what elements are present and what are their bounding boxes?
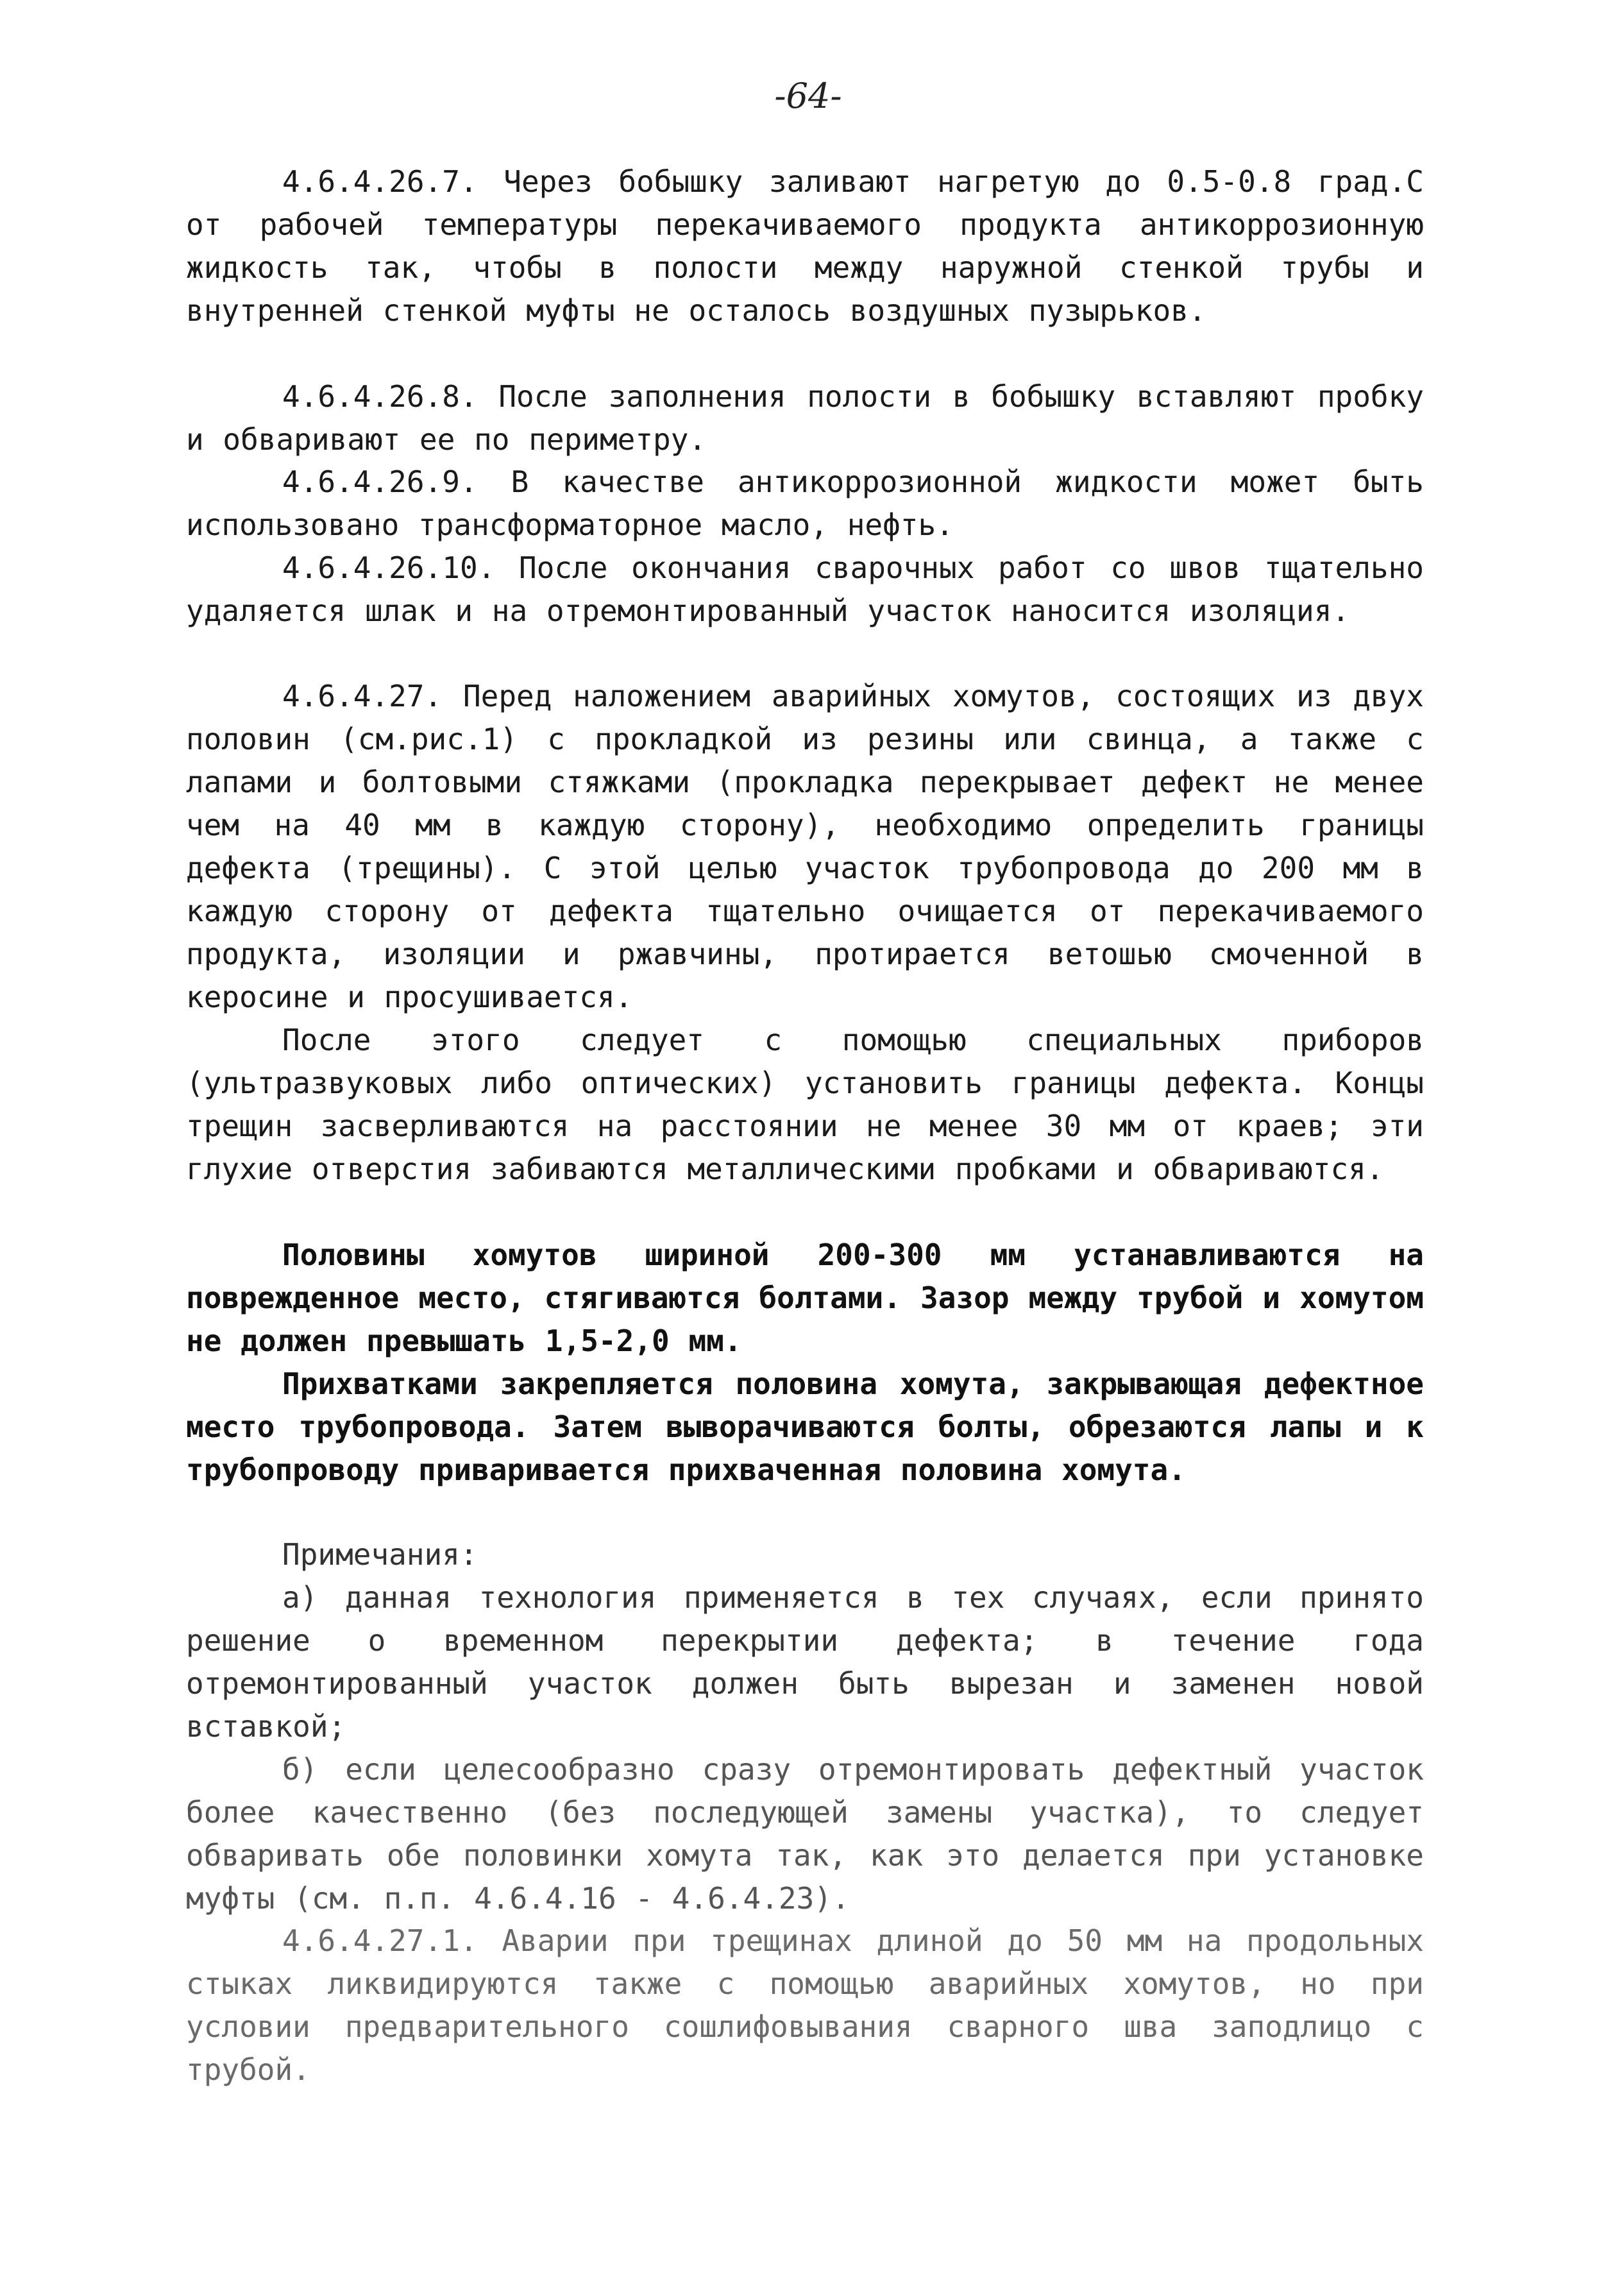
- note-a: а) данная технология применяется в тех случаях, если принято решение о временном перекрытии дефекта; в течение года отремонтированный участок должен быть вырезан и заменен новой вставкой;: [186, 1580, 1424, 1744]
- paragraph-4-6-4-26-8: 4.6.4.26.8. После заполнения полости в бобышку вставляют пробку и обваривают ее по периметру.: [186, 379, 1424, 457]
- paragraph-4-6-4-26-10: 4.6.4.26.10. После окончания сварочных работ со швов тщательно удаляется шлак и на отремонтированный участок наносится изоляция.: [186, 550, 1424, 628]
- paragraph-4-6-4-26-7: 4.6.4.26.7. Через бобышку заливают нагретую до 0.5-0.8 град.С от рабочей температуры перекачиваемого продукта антикоррозионную жидкость так, чтобы в полости между наружной стенкой трубы и внутренней стенкой муфты не осталось воздушных пузырьков.: [186, 164, 1424, 328]
- paragraph-4-6-4-26-9: 4.6.4.26.9. В качестве антикоррозионной жидкости может быть использовано трансформаторное масло, нефть.: [186, 464, 1424, 542]
- note-b: б) если целесообразно сразу отремонтировать дефектный участок более качественно (без последующей замены участка), то следует обваривать обе половинки хомута так, как это делается при установке муфты (см. п.п. 4.6.4.16 - 4.6.4.23).: [186, 1752, 1424, 1916]
- paragraph-after-this: После этого следует с помощью специальных приборов (ультразвуковых либо оптических) установить границы дефекта. Концы трещин засверливаются на расстоянии не менее 30 мм от краев; эти глухие отверстия забиваются металлическими пробками и обвариваются.: [186, 1023, 1424, 1186]
- paragraph-clamp-halves: Половины хомутов шириной 200-300 мм устанавливаются на поврежденное место, стягиваются болтами. Зазор между трубой и хомутом не должен превышать 1,5-2,0 мм.: [186, 1238, 1424, 1358]
- paragraph-4-6-4-27-1: 4.6.4.27.1. Аварии при трещинах длиной до 50 мм на продольных стыках ликвидируются также с помощью аварийных хомутов, но при условии предварительного сошлифовывания сварного шва заподлицо с трубой.: [186, 1923, 1424, 2087]
- page-number: -64-: [774, 76, 842, 116]
- notes-heading: Примечания:: [282, 1537, 478, 1572]
- paragraph-4-6-4-27: 4.6.4.27. Перед наложением аварийных хомутов, состоящих из двух половин (см.рис.1) с прокладкой из резины или свинца, а также с лапами и болтовыми стяжками (прокладка перекрывает дефект не менее чем на 40 мм в каждую сторону), необходимо определить границы дефекта (трещины). С этой целью участок трубопровода до 200 мм в каждую сторону от дефекта тщательно очищается от перекачиваемого продукта, изоляции и ржавчины, протирается ветошью смоченной в керосине и просушивается.: [186, 679, 1424, 1014]
- paragraph-tack-welds: Прихватками закрепляется половина хомута, закрывающая дефектное место трубопровода. Затем выворачиваются болты, обрезаются лапы и к трубопроводу приваривается прихваченная половина хомута.: [186, 1366, 1424, 1487]
